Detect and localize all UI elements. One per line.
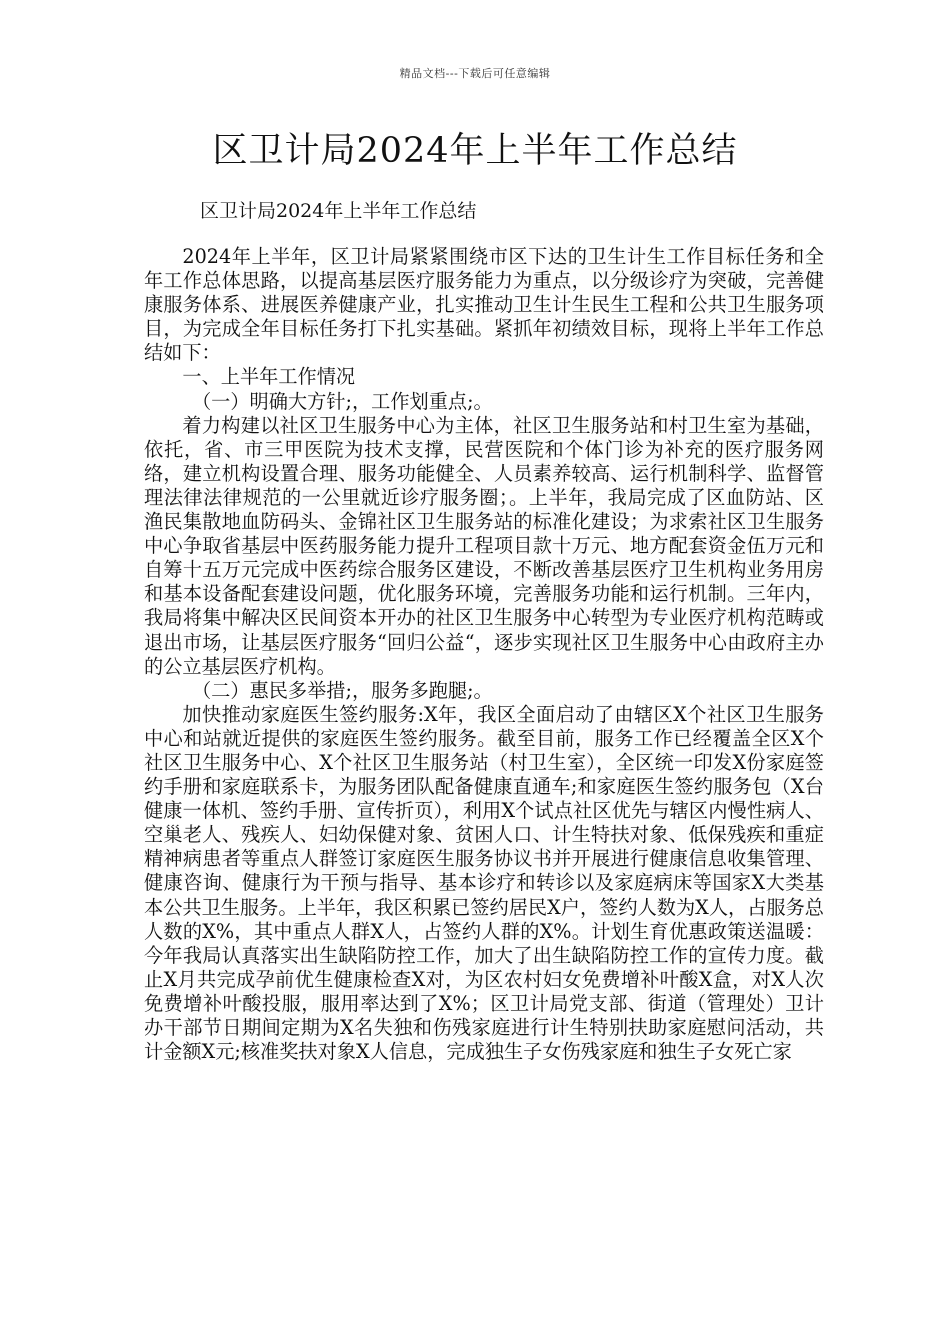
paragraph-intro: 2024年上半年，区卫计局紧紧围绕市区下达的卫生计生工作目标任务和全年工作总体思路，以提高基层医疗服务能力为重点，以分级诊疗为突破，完善健康服务体系、进展医养健康产业，扎实推动卫生计生民生工程和公共卫生服务项目，为完成全年目标任务打下扎实基础。紧抓年初绩效目标，现将上半年工作总结如下： — [144, 245, 824, 365]
section-heading: 一、上半年工作情况 — [182, 365, 356, 389]
subsection-heading: （二）惠民多举措;，服务多跑腿;。 — [192, 678, 493, 702]
header-note: 精品文档---下载后可任意编辑 — [399, 67, 551, 80]
document-subtitle: 区卫计局2024年上半年工作总结 — [200, 200, 477, 222]
paragraph-body: 着力构建以社区卫生服务中心为主体，社区卫生服务站和村卫生室为基础，依托，省、市三甲医院为技术支撑，民营医院和个体门诊为补充的医疗服务网络，建立机构设置合理、服务功能健全、人员素养较高、运行机制科学、监督管理法律法律规范的一公里就近诊疗服务圈；。上半年，我局完成了区血防站、区渔民集散地血防码头、金锦社区卫生服务站的标准化建设；为求索社区卫生服务中心争取省基层中医药服务能力提升工程项目款十万元、地方配套资金伍万元和自筹十五万元完成中医药综合服务区建设，不断改善基层医疗卫生机构业务用房和基本设备配套建设问题，优化服务环境，完善服务功能和运行机制。三年内，我局将集中解决区民间资本开办的社区卫生服务中心转型为专业医疗机构范畴或退出市场，让基层医疗服务“回归公益“，逐步实现社区卫生服务中心由政府主办的公立基层医疗机构。 — [144, 413, 824, 678]
paragraph-body: 加快推动家庭医生签约服务:X年，我区全面启动了由辖区X个社区卫生服务中心和站就近提供的家庭医生签约服务。截至目前，服务工作已经覆盖全区X个社区卫生服务中心、X个社区卫生服务站（村卫生室），全区统一印发X份家庭签约手册和家庭联系卡，为服务团队配备健康直通车;和家庭医生签约服务包（X台健康一体机、签约手册、宣传折页），利用X个试点社区优先与辖区内慢性病人、空巢老人、残疾人、妇幼保健对象、贫困人口、计生特扶对象、低保残疾和重症精神病患者等重点人群签订家庭医生服务协议书并开展进行健康信息收集管理、健康咨询、健康行为干预与指导、基本诊疗和转诊以及家庭病床等国家X大类基本公共卫生服务。上半年，我区积累已签约居民X户，签约人数为X人，占服务总人数的X%，其中重点人群X人，占签约人群的X%。计划生育优惠政策送温暖：今年我局认真落实出生缺陷防控工作，加大了出生缺陷防控工作的宣传力度。截止X月共完成孕前优生健康检查X对，为区农村妇女免费增补叶酸X盒，对X人次免费增补叶酸投服，服用率达到了X%；区卫计局党支部、街道（管理处）卫计办干部节日期间定期为X名失独和伤残家庭进行计生特别扶助家庭慰问活动，共计金额X元;核准奖扶对象X人信息，完成独生子女伤残家庭和独生子女死亡家 — [144, 702, 824, 1064]
document-body — [144, 245, 824, 1064]
subsection-heading: （一）明确大方针;，工作划重点;。 — [192, 389, 493, 413]
document-title: 区卫计局2024年上半年工作总结 — [212, 131, 738, 171]
